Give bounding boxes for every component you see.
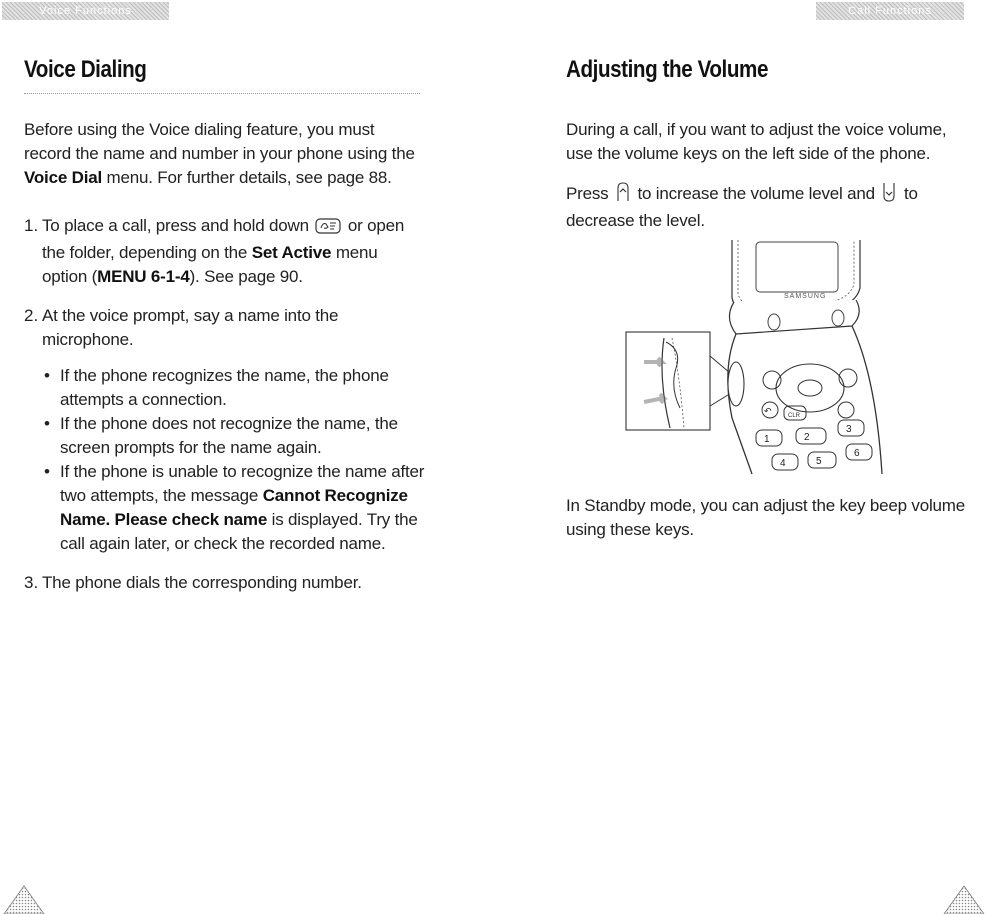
svg-text:↶: ↶ — [764, 406, 772, 416]
step-number: 3. — [24, 573, 39, 592]
section-header-tab: Voice Functions — [2, 2, 169, 20]
bullet-item: If the phone is unable to recognize the name after two attempts, the message Cannot Recognize Name. Please check name is displayed. Try the call again later, or check the recorded name. — [60, 462, 425, 553]
voice-dial-key-icon — [315, 217, 341, 241]
page-title: Voice Dialing — [24, 56, 147, 83]
phone-illustration — [624, 238, 894, 478]
key-3-label: 3 — [846, 424, 852, 435]
corner-logo-icon — [940, 878, 988, 914]
step-3-text: The phone dials the corresponding number. — [42, 573, 362, 592]
volume-up-key-icon — [615, 182, 631, 209]
step-number: 1. — [24, 216, 39, 235]
step-1-text: To place a call, press and hold down or open the folder, depending on the Set Active menu option (MENU 6-1-4). See page 90. — [42, 216, 405, 286]
clr-key-label: CLR — [788, 413, 801, 419]
intro-paragraph: Before using the Voice dialing feature, you must record the name and number in your phone using the Voice Dial menu. For further details, see page 88. — [24, 120, 415, 187]
volume-keys-paragraph: Press to increase the volume level and to decrease the level. — [566, 184, 918, 230]
page-title: Adjusting the Volume — [566, 56, 769, 83]
key-6-label: 6 — [854, 448, 860, 459]
standby-paragraph: In Standby mode, you can adjust the key beep volume using these keys. — [566, 496, 966, 539]
section-header-tab: Call Functions — [816, 2, 964, 20]
bullet-dot: • — [44, 366, 50, 385]
bullet-dot: • — [44, 462, 50, 481]
volume-down-key-icon — [881, 182, 897, 209]
bullet-dot: • — [44, 414, 50, 433]
brand-label: SAMSUNG — [784, 293, 827, 300]
right-page — [494, 0, 988, 914]
volume-intro-paragraph: During a call, if you want to adjust the voice volume, use the volume keys on the left side of the phone. — [566, 120, 947, 163]
step-2-text: At the voice prompt, say a name into the microphone. — [42, 306, 339, 349]
bullet-item: If the phone recognizes the name, the phone attempts a connection. — [60, 366, 389, 409]
key-2-label: 2 — [804, 432, 810, 443]
corner-logo-icon — [0, 878, 48, 914]
key-5-label: 5 — [816, 456, 822, 467]
key-4-label: 4 — [780, 458, 786, 469]
bullet-item: If the phone does not recognize the name, the screen prompts for the name again. — [60, 414, 398, 457]
title-divider — [24, 93, 420, 94]
key-1-label: 1 — [764, 434, 770, 445]
step-number: 2. — [24, 306, 39, 325]
